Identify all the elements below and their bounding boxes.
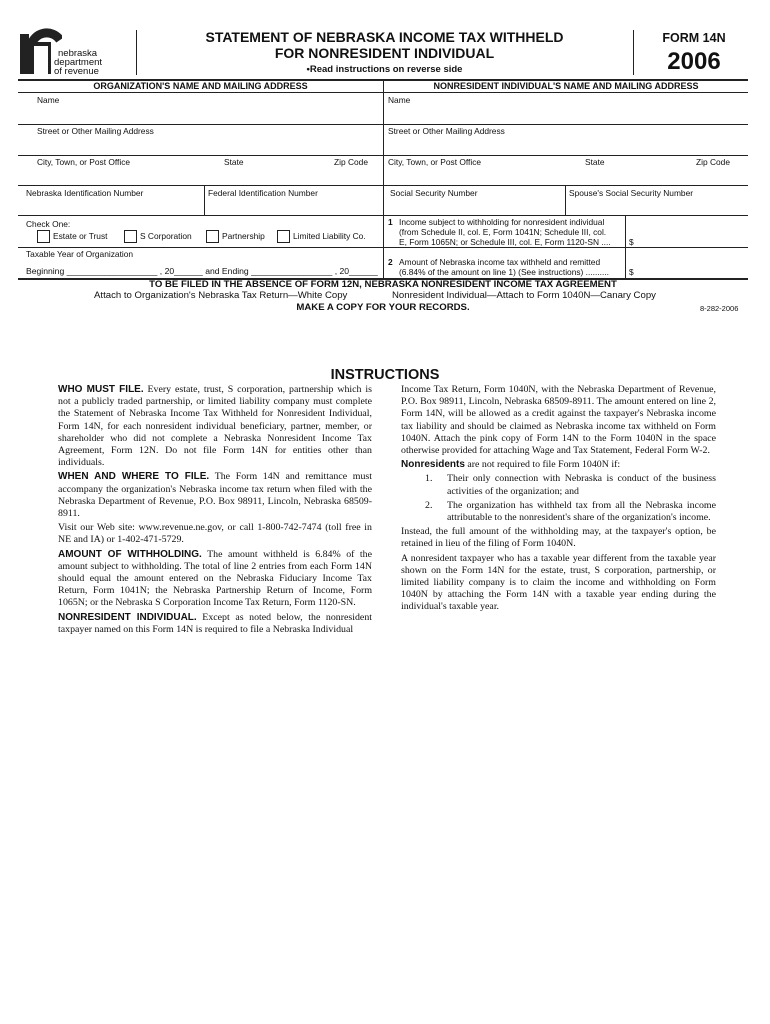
ind-name-field[interactable] bbox=[385, 106, 747, 123]
line-1-dollar: $ bbox=[629, 237, 634, 247]
filing-credit-paragraph: Income Tax Return, Form 1040N, with the Nebraska Department of Revenue, P.O. Box 98911, Lincoln, Nebraska 68509-8911. The amount entered on line 2, Form 14N, will be allowed as a credit against the taxpayer's Nebraska income tax liability and should be claimed as Nebraska income tax withheld on Form 1040N. Attach the pink copy of Form 14N to the Form 1040N in the space otherwise provided for attaching Wage and Tax Statement, Federal Form W-2. bbox=[401, 384, 716, 457]
title-line-2: FOR NONRESIDENT INDIVIDUAL bbox=[274, 44, 495, 61]
partnership-label: Partnership bbox=[222, 231, 265, 241]
ne-id-field[interactable] bbox=[19, 199, 203, 214]
org-state-label: State bbox=[224, 157, 244, 167]
who-must-file bbox=[58, 384, 372, 469]
ind-street-label: Street or Other Mailing Address bbox=[388, 126, 505, 136]
line-1-number: 1 bbox=[388, 217, 393, 227]
nonresident-individual-heading: NONRESIDENT INDIVIDUAL. bbox=[58, 611, 197, 623]
amount-withholding bbox=[58, 549, 372, 610]
line-2-dollar: $ bbox=[629, 267, 634, 277]
fed-id-field[interactable] bbox=[205, 199, 382, 214]
ind-name-label: Name bbox=[388, 95, 411, 105]
read-instructions: •Read instructions on reverse side bbox=[306, 64, 463, 75]
spouse-ssn-field[interactable] bbox=[566, 199, 747, 214]
estate-trust-checkbox[interactable] bbox=[37, 230, 50, 243]
dept-line: of revenue bbox=[54, 66, 99, 77]
instructions-title: INSTRUCTIONS bbox=[330, 367, 440, 383]
line-2-amount-field[interactable] bbox=[637, 260, 747, 276]
ne-id-label: Nebraska Identification Number bbox=[26, 188, 144, 198]
list-item-text: The organization has withheld tax from all the Nebraska income attributable to the nonresident's share of the organization's income. bbox=[447, 499, 716, 524]
ssn-field[interactable] bbox=[385, 199, 564, 214]
org-zip-label: Zip Code bbox=[334, 157, 368, 167]
org-city-label: City, Town, or Post Office bbox=[37, 157, 131, 167]
check-one-label: Check One: bbox=[26, 219, 71, 229]
llc-checkbox[interactable] bbox=[277, 230, 290, 243]
nonresidents-text: are not required to file Form 1040N if: bbox=[464, 459, 621, 471]
ind-city-label: City, Town, or Post Office bbox=[388, 157, 482, 167]
line-1-text-a: Income subject to withholding for nonresident individual bbox=[399, 217, 605, 227]
when-where-text: The Form 14N and remittance must accompany the organization's Nebraska income tax return when filed with the Nebraska Department of Revenue, P.O. Box 98911, Lincoln, Nebraska 68509-8911. bbox=[58, 471, 372, 520]
make-copy-notice: MAKE A COPY FOR YOUR RECORDS. bbox=[296, 302, 470, 313]
ind-state-label: State bbox=[585, 157, 605, 167]
amount-withholding-heading: AMOUNT OF WITHHOLDING. bbox=[58, 548, 202, 560]
when-where bbox=[58, 471, 372, 520]
org-street-field[interactable] bbox=[19, 137, 381, 154]
ind-zip-label: Zip Code bbox=[696, 157, 730, 167]
ind-city-field[interactable] bbox=[385, 168, 747, 184]
list-item-number: 1. bbox=[425, 473, 433, 485]
who-must-file-text: Every estate, trust, S corporation, partnership which is not a publicly traded partnership, or limited liability company must complete the Statement of Nebraska Income Tax Withheld for Nonresident Individual, Form 14N, for each nonresident individual beneficiary, partner, member, or shareholder who did not complete a Nebraska Nonresident Income Tax Agreement, Form 12N. Do not file Form 14N for entities other than individuals. bbox=[58, 384, 372, 469]
fed-id-label: Federal Identification Number bbox=[208, 188, 318, 198]
taxable-year-begin-field[interactable] bbox=[80, 263, 176, 275]
retention-option: Instead, the full amount of the withholding may, at the taxpayer's option, be retained in lieu of the filing of Form 1040N. bbox=[401, 526, 716, 550]
form-title bbox=[136, 30, 633, 61]
org-street-label: Street or Other Mailing Address bbox=[37, 126, 154, 136]
form-code: 8-282-2006 bbox=[700, 304, 739, 313]
attach-individual-copy: Nonresident Individual—Attach to Form 1040N—Canary Copy bbox=[392, 290, 656, 301]
org-name-label: Name bbox=[37, 95, 60, 105]
s-corporation-checkbox[interactable] bbox=[124, 230, 137, 243]
taxable-year-dates: Beginning ___________________ , 20______ and Ending _________________ , 20______ bbox=[26, 266, 378, 276]
dept-line: nebraska bbox=[58, 48, 98, 59]
line-2-number: 2 bbox=[388, 257, 393, 267]
nonresidents-exemption bbox=[401, 459, 716, 471]
taxable-year-end-field[interactable] bbox=[254, 263, 350, 275]
amount-withholding-text: The amount withheld is 6.84% of the amount subject to withholding. The total of line 2 entries from each Form 14N should equal the amount entered on the Nebraska Fiduciary Income Tax Return, Form 1041N; the Nebraska Partnership Return of Income, Form 1065N; or the Nebraska S Corporation Income Tax Return, Form 1120-SN. bbox=[58, 548, 372, 609]
list-item bbox=[401, 473, 716, 497]
visit-website: Visit our Web site: www.revenue.ne.gov, or call 1-800-742-7474 (toll free in NE and IA) or 1-402-471-5729. bbox=[58, 522, 372, 546]
org-heading: ORGANIZATION'S NAME AND MAILING ADDRESS bbox=[93, 81, 308, 91]
attach-org-copy: Attach to Organization's Nebraska Tax Return—White Copy bbox=[94, 290, 348, 301]
dept-line: department bbox=[54, 57, 103, 68]
nonresident-individual-text: Except as noted below, the nonresident taxpayer named on this Form 14N is required to file a Nebraska Individual bbox=[58, 611, 372, 635]
partnership-checkbox[interactable] bbox=[206, 230, 219, 243]
form-number: FORM 14N bbox=[662, 31, 726, 45]
when-where-heading: WHEN AND WHERE TO FILE. bbox=[58, 471, 210, 483]
org-city-field[interactable] bbox=[19, 168, 381, 184]
line-1-text-c: E, Form 1065N; or Schedule III, col. E, Form 1120-SN .... bbox=[399, 237, 611, 247]
list-item bbox=[401, 500, 716, 524]
ind-street-field[interactable] bbox=[385, 137, 747, 154]
spouse-ssn-label: Spouse's Social Security Number bbox=[569, 188, 694, 198]
list-item-number: 2. bbox=[425, 499, 433, 511]
instructions-left-column bbox=[58, 384, 372, 638]
line-1-text-b: (from Schedule II, col. E, Form 1041N; Schedule III, col. bbox=[399, 227, 607, 237]
title-line-1: STATEMENT OF NEBRASKA INCOME TAX WITHHELD bbox=[205, 29, 564, 45]
dept-name bbox=[52, 49, 102, 76]
ssn-label: Social Security Number bbox=[390, 188, 478, 198]
taxable-year-label: Taxable Year of Organization bbox=[26, 249, 134, 259]
tax-year: 2006 bbox=[667, 48, 721, 75]
different-taxable-year: A nonresident taxpayer who has a taxable year different from the taxable year shown on the Form 14N for the estate, trust, S corporation, partnership, or limited liability company is to claim the income and withholding on Form 1040N by attaching the Form 14N with a taxable year ending during the individual's taxable year. bbox=[401, 552, 716, 613]
line-1-amount-field[interactable] bbox=[637, 230, 747, 246]
filing-notice: TO BE FILED IN THE ABSENCE OF FORM 12N, NEBRASKA NONRESIDENT INCOME TAX AGREEMENT bbox=[149, 279, 617, 290]
who-must-file-heading: WHO MUST FILE. bbox=[58, 384, 144, 395]
line-2-text-a: Amount of Nebraska income tax withheld and remitted bbox=[399, 257, 601, 267]
individual-heading: NONRESIDENT INDIVIDUAL'S NAME AND MAILING ADDRESS bbox=[433, 81, 699, 91]
org-name-field[interactable] bbox=[19, 106, 381, 123]
llc-label: Limited Liability Co. bbox=[293, 231, 366, 241]
line-2-text-b: (6.84% of the amount on line 1) (See instructions) .......... bbox=[399, 267, 609, 277]
estate-trust-label: Estate or Trust bbox=[53, 231, 108, 241]
nonresident-individual bbox=[58, 612, 372, 636]
s-corporation-label: S Corporation bbox=[140, 231, 192, 241]
list-item-text: Their only connection with Nebraska is conduct of the business activities of the organization; and bbox=[447, 473, 716, 497]
nonresidents-heading: Nonresidents bbox=[401, 459, 465, 471]
instructions-right-column bbox=[401, 384, 716, 616]
